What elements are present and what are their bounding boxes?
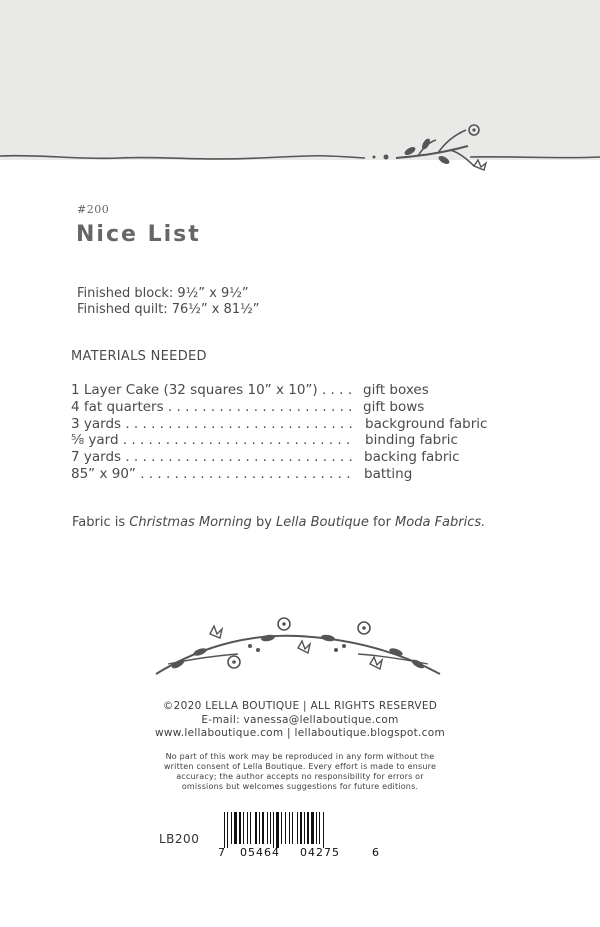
pattern-title: Nice List [76, 222, 201, 247]
materials-use: gift bows [363, 398, 425, 415]
materials-use: gift boxes [363, 382, 429, 398]
legal-notice [0, 752, 600, 792]
legal-line: accuracy; the author accepts no responsibility for errors or [176, 772, 424, 781]
materials-use: backing fabric [364, 449, 460, 466]
barcode-digit-last: 6 [372, 846, 380, 859]
fabric-manufacturer: Moda Fabrics. [395, 515, 486, 530]
barcode-icon [222, 812, 372, 848]
materials-quantity: 3 yards . . . . . . . . . . . . . . . . . . . . . . . . . . . [71, 415, 353, 432]
pattern-number: #200 [77, 203, 110, 216]
materials-item [71, 449, 511, 466]
materials-list [71, 382, 511, 483]
barcode-digits-left: 05464 [240, 846, 280, 859]
barcode-digit-first: 7 [218, 846, 226, 859]
top-band [0, 0, 600, 160]
materials-use: batting [364, 465, 413, 482]
materials-item [71, 416, 511, 433]
torn-edge-decoration [0, 148, 600, 166]
fabric-for: for [368, 515, 396, 530]
materials-item [71, 382, 511, 399]
email: E-mail: vanessa@lellaboutique.com [201, 713, 399, 726]
websites: www.lellaboutique.com | lellaboutique.blogspot.com [155, 727, 445, 739]
legal-line: written consent of Lella Boutique. Every effort is made to ensure [163, 762, 437, 771]
fabric-designer: Lella Boutique [276, 515, 369, 530]
barcode-digits-right: 04275 [300, 846, 340, 859]
materials-item [71, 466, 511, 483]
materials-item [71, 432, 511, 449]
materials-quantity: 1 Layer Cake (32 squares 10” x 10”) . . . . [71, 382, 353, 398]
materials-item [71, 399, 511, 416]
fabric-credit [72, 515, 485, 530]
materials-quantity: 85” x 90” . . . . . . . . . . . . . . . . . . . . . . . . . [71, 465, 351, 482]
materials-use: background fabric [365, 415, 488, 432]
fabric-by: by [251, 515, 277, 530]
materials-quantity: 7 yards . . . . . . . . . . . . . . . . . . . . . . . . . . . [71, 449, 353, 466]
floral-garland-icon [148, 612, 448, 684]
fabric-collection: Christmas Morning [129, 515, 252, 530]
finished-sizes [77, 286, 259, 318]
materials-quantity: 4 fat quarters . . . . . . . . . . . . . . . . . . . . . . [71, 398, 353, 415]
product-sku: LB200 [159, 832, 200, 846]
flower-sprig-icon [378, 116, 498, 186]
materials-quantity: ⅝ yard . . . . . . . . . . . . . . . . . . . . . . . . . . . [71, 432, 351, 449]
legal-line: omissions but welcomes suggestions for future editions. [181, 782, 419, 791]
footer-contact [0, 700, 600, 741]
materials-heading: MATERIALS NEEDED [71, 349, 207, 364]
finished-block: Finished block: 9½” x 9½” [77, 286, 249, 301]
legal-line: No part of this work may be reproduced in any form without the [165, 752, 435, 761]
fabric-prefix: Fabric is [72, 515, 130, 530]
copyright: ©2020 LELLA BOUTIQUE | ALL RIGHTS RESERVED [162, 700, 438, 712]
materials-use: binding fabric [365, 432, 458, 449]
finished-quilt: Finished quilt: 76½” x 81½” [77, 302, 260, 317]
